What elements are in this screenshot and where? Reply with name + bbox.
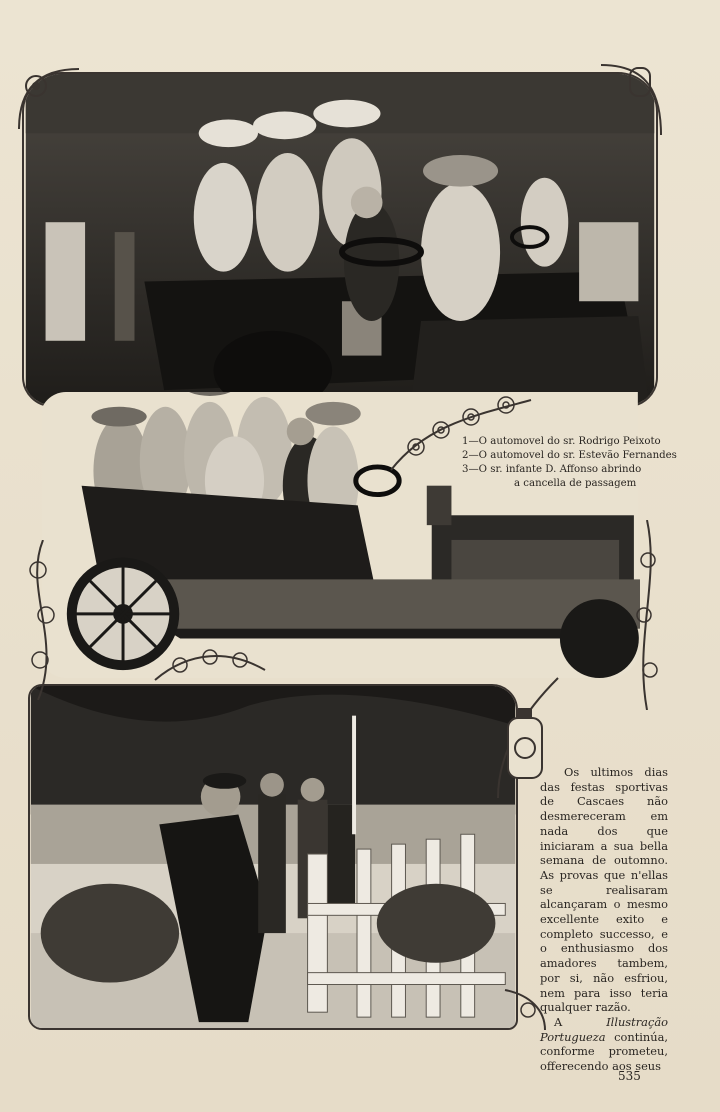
- floral-ornament-right-icon: [630, 520, 664, 710]
- ornament-top-left-icon: [14, 64, 84, 134]
- caption-2: 2—O automovel do sr. Estevão Fernandes: [462, 450, 677, 461]
- caption-3: 3—O sr. infante D. Affonso abrindo: [462, 464, 642, 475]
- floral-ornament-left-icon: [18, 540, 68, 700]
- article-p2-lead: A: [554, 1014, 607, 1029]
- article-paragraph-2: [540, 1015, 668, 1074]
- page-number: 535: [618, 1069, 641, 1083]
- ornament-top-right-icon: [596, 60, 666, 140]
- magazine-name: Illustração Portugueza: [540, 1014, 668, 1044]
- floral-ornament-bottom-icon: [150, 640, 270, 685]
- article-text: [540, 765, 668, 1074]
- photo-infante-d-affonso-cancella: [28, 684, 518, 1030]
- photo-automovel-rodrigo-peixoto: [22, 72, 658, 407]
- caption-3-continuation: a cancella de passagem: [514, 478, 637, 489]
- article-paragraph-1: Os ultimos dias das festas sportivas de Cascaes não desmereceram em nada dos que iniciaram a sua bella semana de outomno. As provas que n'ellas se realisaram alcançaram o mesmo excellente exito e completo successo, e o enthusiasmo dos amadores tambem, por si, não esfriou, nem para isso teria qualquer razão.: [540, 765, 668, 1015]
- caption-1: 1—O automovel do sr. Rodrigo Peixoto: [462, 436, 661, 447]
- photo-captions: [462, 435, 677, 491]
- photo-3-image: [30, 686, 516, 1028]
- photo-automovel-estevao-fernandes: [38, 390, 677, 680]
- article-p2-rest: continúa, conforme prometeu, offerecendo aos seus: [540, 1029, 668, 1074]
- photo-1-image: [24, 74, 656, 405]
